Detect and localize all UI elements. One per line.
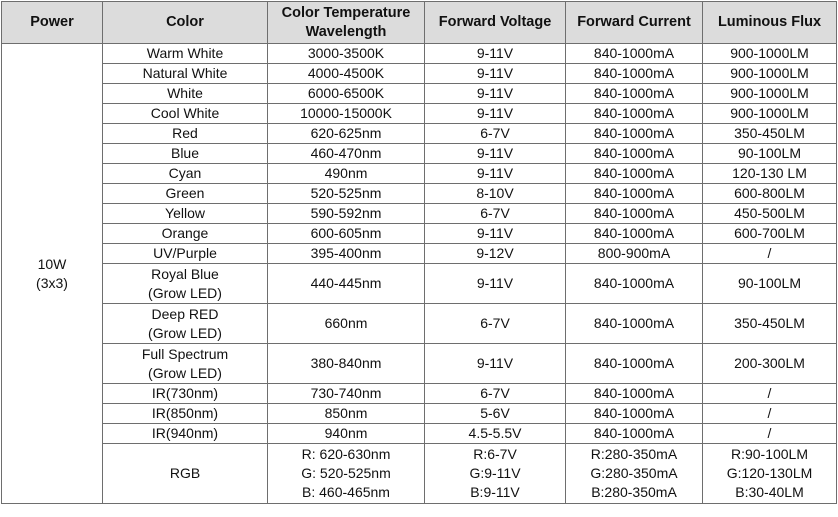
temp-cell xyxy=(268,444,425,504)
table-row xyxy=(2,84,837,104)
temp-cell: 440-445nm xyxy=(268,264,425,304)
voltage-cell: 9-11V xyxy=(425,44,566,64)
flux-cell: / xyxy=(703,404,837,424)
flux-cell xyxy=(703,444,837,504)
power-cell xyxy=(2,44,103,504)
current-cell: 840-1000mA xyxy=(566,424,703,444)
rgb-temp-r: R: 620-630nm xyxy=(301,446,391,462)
color-cell: Cyan xyxy=(103,164,268,184)
flux-cell: 350-450LM xyxy=(703,124,837,144)
voltage-cell: 9-11V xyxy=(425,224,566,244)
power-value: 10W xyxy=(37,255,67,272)
flux-cell: 120-130 LM xyxy=(703,164,837,184)
header-temp-line1: Color Temperature xyxy=(281,4,411,21)
color-cell: UV/Purple xyxy=(103,244,268,264)
table-row xyxy=(2,224,837,244)
voltage-cell: 8-10V xyxy=(425,184,566,204)
flux-cell: 90-100LM xyxy=(703,264,837,304)
temp-cell: 395-400nm xyxy=(268,244,425,264)
rgb-temp-g: G: 520-525nm xyxy=(301,465,391,481)
color-line: (Grow LED) xyxy=(148,324,222,341)
rgb-current-b: B:280-350mA xyxy=(591,484,677,500)
current-cell: 840-1000mA xyxy=(566,204,703,224)
table-row xyxy=(2,184,837,204)
color-cell: Blue xyxy=(103,144,268,164)
color-cell: Orange xyxy=(103,224,268,244)
flux-cell: / xyxy=(703,424,837,444)
table-row xyxy=(2,124,837,144)
current-cell: 840-1000mA xyxy=(566,64,703,84)
current-cell: 840-1000mA xyxy=(566,384,703,404)
color-cell: Red xyxy=(103,124,268,144)
table-row xyxy=(2,404,837,424)
voltage-cell: 6-7V xyxy=(425,304,566,344)
flux-cell: 900-1000LM xyxy=(703,104,837,124)
table-row xyxy=(2,44,837,64)
color-cell: Cool White xyxy=(103,104,268,124)
voltage-cell: 6-7V xyxy=(425,124,566,144)
voltage-cell: 6-7V xyxy=(425,204,566,224)
voltage-cell: 9-11V xyxy=(425,64,566,84)
header-luminous-flux: Luminous Flux xyxy=(703,2,837,44)
flux-cell: 200-300LM xyxy=(703,344,837,384)
color-cell xyxy=(103,304,268,344)
table-row xyxy=(2,264,837,304)
table-row xyxy=(2,64,837,84)
current-cell: 840-1000mA xyxy=(566,124,703,144)
header-color-temperature xyxy=(268,2,425,44)
temp-cell: 600-605nm xyxy=(268,224,425,244)
flux-cell: 900-1000LM xyxy=(703,84,837,104)
flux-cell: 350-450LM xyxy=(703,304,837,344)
temp-cell: 590-592nm xyxy=(268,204,425,224)
table-row xyxy=(2,384,837,404)
voltage-cell: 9-11V xyxy=(425,164,566,184)
header-row xyxy=(2,2,837,44)
temp-cell: 660nm xyxy=(268,304,425,344)
color-line: (Grow LED) xyxy=(148,284,222,301)
color-cell: RGB xyxy=(103,444,268,504)
color-cell: Yellow xyxy=(103,204,268,224)
power-config: (3x3) xyxy=(36,274,68,291)
table-row xyxy=(2,244,837,264)
temp-cell: 490nm xyxy=(268,164,425,184)
current-cell: 840-1000mA xyxy=(566,224,703,244)
current-cell: 800-900mA xyxy=(566,244,703,264)
table-row xyxy=(2,104,837,124)
color-line: Deep RED xyxy=(151,305,219,322)
rgb-flux-b: B:30-40LM xyxy=(735,484,804,500)
current-cell: 840-1000mA xyxy=(566,304,703,344)
current-cell xyxy=(566,444,703,504)
temp-cell: 850nm xyxy=(268,404,425,424)
temp-cell: 10000-15000K xyxy=(268,104,425,124)
voltage-cell: 4.5-5.5V xyxy=(425,424,566,444)
voltage-cell: 9-11V xyxy=(425,84,566,104)
header-power: Power xyxy=(2,2,103,44)
flux-cell: 450-500LM xyxy=(703,204,837,224)
voltage-cell: 9-12V xyxy=(425,244,566,264)
header-color: Color xyxy=(103,2,268,44)
voltage-cell: 6-7V xyxy=(425,384,566,404)
current-cell: 840-1000mA xyxy=(566,264,703,304)
flux-cell: 900-1000LM xyxy=(703,64,837,84)
current-cell: 840-1000mA xyxy=(566,344,703,384)
color-cell: White xyxy=(103,84,268,104)
rgb-flux-r: R:90-100LM xyxy=(730,446,809,462)
color-cell xyxy=(103,344,268,384)
color-cell: IR(730nm) xyxy=(103,384,268,404)
voltage-cell: 9-11V xyxy=(425,104,566,124)
rgb-voltage-g: G:9-11V xyxy=(469,465,521,481)
temp-cell: 460-470nm xyxy=(268,144,425,164)
current-cell: 840-1000mA xyxy=(566,184,703,204)
table-row xyxy=(2,204,837,224)
rgb-voltage-b: B:9-11V xyxy=(470,484,520,500)
flux-cell: 90-100LM xyxy=(703,144,837,164)
table-row xyxy=(2,164,837,184)
voltage-cell: 5-6V xyxy=(425,404,566,424)
rgb-flux-g: G:120-130LM xyxy=(726,465,813,481)
table-row xyxy=(2,144,837,164)
table-row xyxy=(2,344,837,384)
temp-cell: 940nm xyxy=(268,424,425,444)
rgb-current-r: R:280-350mA xyxy=(590,446,678,462)
flux-cell: 600-700LM xyxy=(703,224,837,244)
flux-cell: / xyxy=(703,244,837,264)
flux-cell: 900-1000LM xyxy=(703,44,837,64)
temp-cell: 730-740nm xyxy=(268,384,425,404)
header-temp-line2: Wavelength xyxy=(305,23,387,40)
voltage-cell: 9-11V xyxy=(425,344,566,384)
rgb-current-g: G:280-350mA xyxy=(590,465,678,481)
color-cell: Warm White xyxy=(103,44,268,64)
color-cell: Natural White xyxy=(103,64,268,84)
color-cell xyxy=(103,264,268,304)
flux-cell: 600-800LM xyxy=(703,184,837,204)
color-cell: IR(850nm) xyxy=(103,404,268,424)
voltage-cell xyxy=(425,444,566,504)
temp-cell: 520-525nm xyxy=(268,184,425,204)
table-row xyxy=(2,424,837,444)
led-spec-table xyxy=(1,1,837,504)
current-cell: 840-1000mA xyxy=(566,164,703,184)
color-cell: IR(940nm) xyxy=(103,424,268,444)
voltage-cell: 9-11V xyxy=(425,264,566,304)
table-row xyxy=(2,304,837,344)
current-cell: 840-1000mA xyxy=(566,404,703,424)
color-line: (Grow LED) xyxy=(148,364,222,381)
flux-cell: / xyxy=(703,384,837,404)
current-cell: 840-1000mA xyxy=(566,144,703,164)
rgb-temp-b: B: 460-465nm xyxy=(302,484,390,500)
voltage-cell: 9-11V xyxy=(425,144,566,164)
color-line: Royal Blue xyxy=(151,265,219,282)
rgb-voltage-r: R:6-7V xyxy=(473,446,517,462)
temp-cell: 3000-3500K xyxy=(268,44,425,64)
current-cell: 840-1000mA xyxy=(566,44,703,64)
header-forward-current: Forward Current xyxy=(566,2,703,44)
temp-cell: 4000-4500K xyxy=(268,64,425,84)
temp-cell: 380-840nm xyxy=(268,344,425,384)
current-cell: 840-1000mA xyxy=(566,84,703,104)
current-cell: 840-1000mA xyxy=(566,104,703,124)
temp-cell: 620-625nm xyxy=(268,124,425,144)
table-row-rgb xyxy=(2,444,837,504)
header-forward-voltage: Forward Voltage xyxy=(425,2,566,44)
temp-cell: 6000-6500K xyxy=(268,84,425,104)
color-cell: Green xyxy=(103,184,268,204)
color-line: Full Spectrum xyxy=(141,345,229,362)
